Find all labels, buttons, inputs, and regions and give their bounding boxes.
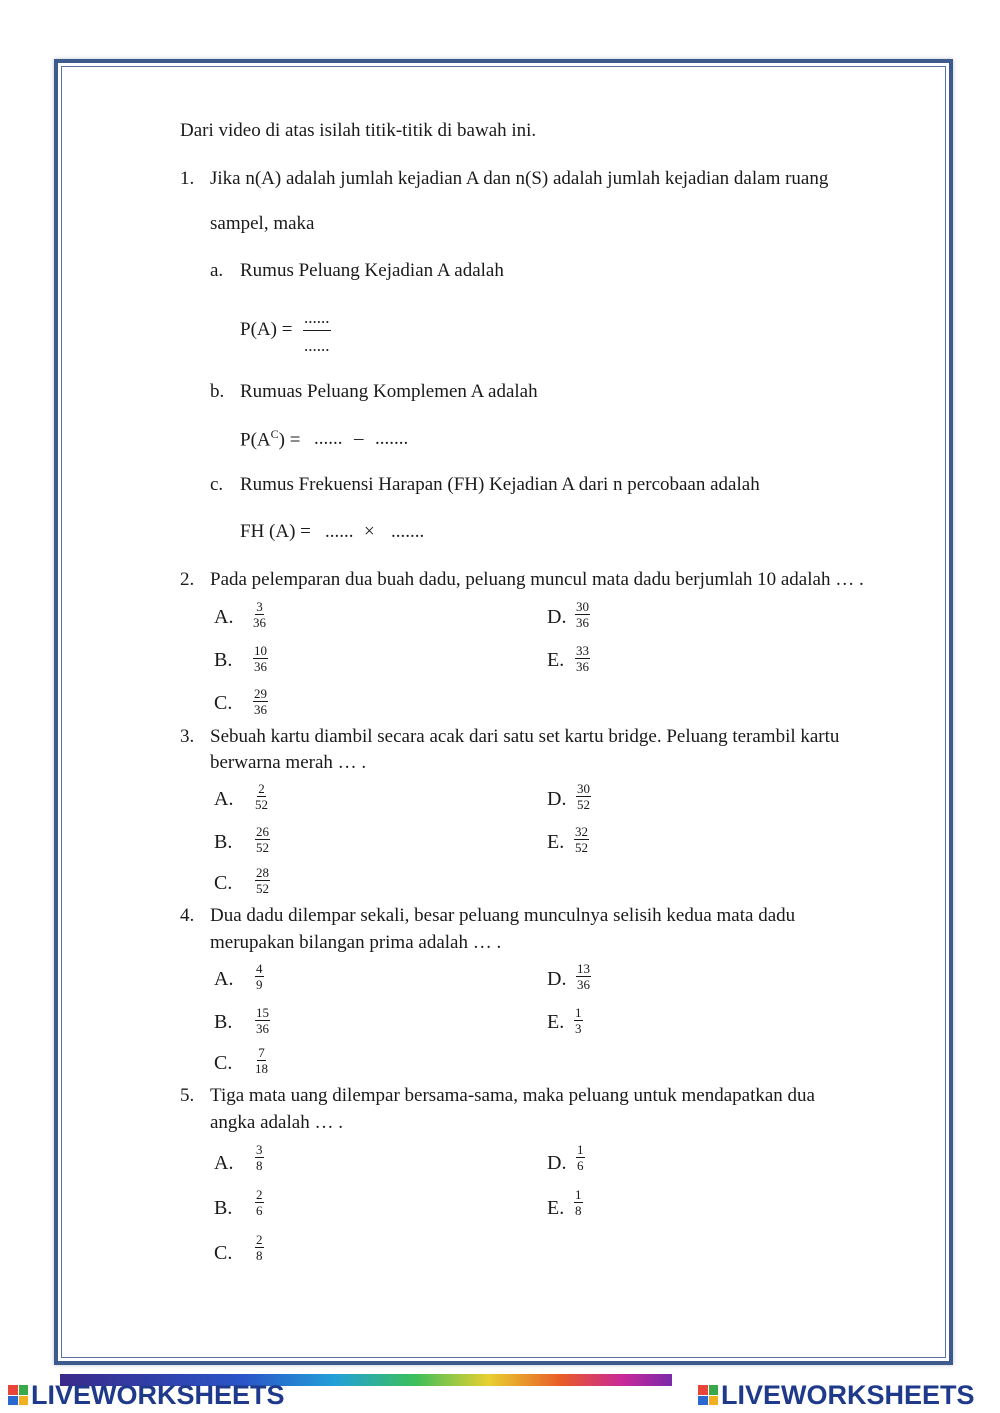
fraction-denominator: 18: [255, 1061, 268, 1076]
q2-option-c-fraction: [253, 687, 268, 716]
q3-text-line1: Sebuah kartu diambil secara acak dari satu set kartu bridge. Peluang terambil kartu: [210, 726, 840, 747]
fraction-numerator: 1: [575, 1187, 582, 1202]
liveworksheets-logo-right[interactable]: [698, 1380, 975, 1410]
q2-option-a[interactable]: A.: [214, 606, 234, 628]
q1b-blank-2[interactable]: .......: [375, 428, 409, 449]
q1b-blank-1[interactable]: ......: [314, 428, 343, 449]
liveworksheets-blocks-icon: [8, 1385, 28, 1405]
fraction-numerator: 7: [258, 1045, 265, 1060]
q3-option-e[interactable]: E.: [547, 831, 565, 853]
fraction-numerator: 28: [256, 865, 269, 880]
q1a-lhs: P(A) =: [240, 319, 293, 340]
fraction-numerator: 30: [576, 599, 589, 614]
fraction-denominator: 52: [575, 840, 588, 855]
q4-option-d[interactable]: D.: [547, 968, 567, 990]
q2-option-b[interactable]: B.: [214, 649, 233, 671]
fraction-denominator: 36: [254, 702, 267, 717]
q3-option-d-fraction: [576, 782, 591, 811]
q1b-minus-operator: –: [354, 428, 364, 449]
q2-option-b-fraction: [253, 644, 268, 673]
q5-text-line1: Tiga mata uang dilempar bersama-sama, maka peluang untuk mendapatkan dua: [210, 1085, 815, 1106]
fraction-denominator: 36: [256, 1021, 269, 1036]
q5-option-a[interactable]: A.: [214, 1152, 234, 1174]
q3-option-a[interactable]: A.: [214, 788, 234, 810]
q2-option-c[interactable]: C.: [214, 692, 233, 714]
q4-text-line2: merupakan bilangan prima adalah … .: [210, 932, 502, 953]
q1c-label: Rumus Frekuensi Harapan (FH) Kejadian A dari n percobaan adalah: [240, 474, 760, 495]
q1b-label: Rumuas Peluang Komplemen A adalah: [240, 381, 538, 402]
q5-option-c-fraction: [255, 1233, 264, 1262]
fraction-numerator: 3: [256, 1142, 263, 1157]
fraction-numerator: 10: [254, 643, 267, 658]
q1a-fraction-blank[interactable]: [303, 309, 331, 354]
logo-text-left: LIVEWORKSHEETS: [31, 1379, 285, 1410]
fraction-numerator: 4: [256, 961, 263, 976]
q1-number: 1.: [180, 168, 195, 189]
fraction-denominator: 3: [575, 1021, 582, 1036]
q3-option-e-fraction: [574, 825, 589, 854]
q3-option-b-fraction: [255, 825, 270, 854]
q4-option-b[interactable]: B.: [214, 1011, 233, 1033]
q5-option-e[interactable]: E.: [547, 1197, 565, 1219]
q1a-denominator-blank[interactable]: ......: [304, 336, 330, 355]
q5-number: 5.: [180, 1085, 195, 1106]
fraction-numerator: 29: [254, 686, 267, 701]
q4-number: 4.: [180, 905, 195, 926]
q1a-label: Rumus Peluang Kejadian A adalah: [240, 260, 504, 281]
q2-option-a-fraction: [253, 600, 266, 629]
fraction-numerator: 2: [258, 781, 265, 796]
q1b-lhs-superscript: C: [270, 427, 279, 441]
fraction-numerator: 33: [576, 643, 589, 658]
fraction-denominator: 36: [576, 659, 589, 674]
fraction-denominator: 52: [256, 881, 269, 896]
fraction-denominator: 9: [256, 977, 263, 992]
q1b-lhs-base: P(A: [240, 429, 271, 451]
logo-text-right: LIVEWORKSHEETS: [721, 1379, 975, 1410]
fraction-denominator: 8: [575, 1203, 582, 1218]
q1-text-line2: sampel, maka: [210, 213, 315, 234]
fraction-denominator: 6: [256, 1203, 263, 1218]
q1c-times-operator: ×: [364, 521, 375, 542]
liveworksheets-blocks-icon: [698, 1385, 718, 1405]
q5-option-b-fraction: [255, 1188, 264, 1217]
q5-text-line2: angka adalah … .: [210, 1112, 343, 1133]
q1c-blank-2[interactable]: .......: [391, 521, 425, 542]
fraction-denominator: 8: [256, 1248, 263, 1263]
q5-option-c[interactable]: C.: [214, 1242, 233, 1264]
fraction-denominator: 8: [256, 1158, 263, 1173]
q3-option-d[interactable]: D.: [547, 788, 567, 810]
q3-text-line2: berwarna merah … .: [210, 752, 367, 773]
fraction-denominator: 52: [255, 797, 268, 812]
q4-option-e[interactable]: E.: [547, 1011, 565, 1033]
q1b-letter: b.: [210, 381, 225, 402]
fraction-denominator: 52: [577, 797, 590, 812]
fraction-numerator: 13: [577, 961, 590, 976]
q2-option-e-fraction: [575, 644, 590, 673]
q4-option-e-fraction: [574, 1006, 583, 1035]
q3-option-c-fraction: [255, 866, 270, 895]
fraction-numerator: 1: [577, 1142, 584, 1157]
q1c-blank-1[interactable]: ......: [325, 521, 354, 542]
q2-number: 2.: [180, 569, 195, 590]
q5-option-e-fraction: [574, 1188, 583, 1217]
q4-text-line1: Dua dadu dilempar sekali, besar peluang munculnya selisih kedua mata dadu: [210, 905, 796, 926]
q2-text-line1: Pada pelemparan dua buah dadu, peluang muncul mata dadu berjumlah 10 adalah … .: [210, 569, 864, 590]
q1-text-line1: Jika n(A) adalah jumlah kejadian A dan n(S) adalah jumlah kejadian dalam ruang: [210, 168, 829, 189]
q2-option-e[interactable]: E.: [547, 649, 565, 671]
q3-number: 3.: [180, 726, 195, 747]
q5-option-a-fraction: [255, 1143, 264, 1172]
fraction-numerator: 2: [256, 1232, 263, 1247]
fraction-numerator: 2: [256, 1187, 263, 1202]
q4-option-d-fraction: [576, 962, 591, 991]
q1a-letter: a.: [210, 260, 224, 281]
fraction-denominator: 36: [254, 659, 267, 674]
q1c-letter: c.: [210, 474, 224, 495]
fraction-numerator: 30: [577, 781, 590, 796]
fraction-numerator: 26: [256, 824, 269, 839]
q2-option-d[interactable]: D.: [547, 606, 567, 628]
q1b-lhs-end: ) =: [278, 429, 301, 451]
fraction-numerator: 15: [256, 1005, 269, 1020]
q4-option-b-fraction: [255, 1006, 270, 1035]
q5-option-b[interactable]: B.: [214, 1197, 233, 1219]
fraction-denominator: 36: [577, 977, 590, 992]
fraction-denominator: 36: [576, 615, 589, 630]
fraction-numerator: 3: [256, 599, 263, 614]
q5-option-d-fraction: [576, 1143, 585, 1172]
q4-option-a-fraction: [255, 962, 264, 991]
fraction-denominator: 6: [577, 1158, 584, 1173]
q4-option-a[interactable]: A.: [214, 968, 234, 990]
fraction-numerator: 1: [575, 1005, 582, 1020]
q3-option-c[interactable]: C.: [214, 872, 233, 894]
q5-option-d[interactable]: D.: [547, 1152, 567, 1174]
fraction-denominator: 52: [256, 840, 269, 855]
q4-option-c-fraction: [255, 1046, 268, 1075]
q4-option-c[interactable]: C.: [214, 1052, 233, 1074]
q2-option-d-fraction: [575, 600, 590, 629]
q3-option-b[interactable]: B.: [214, 831, 233, 853]
q3-option-a-fraction: [255, 782, 268, 811]
q1b-lhs: [240, 428, 300, 449]
fraction-denominator: 36: [253, 615, 266, 630]
liveworksheets-logo-left[interactable]: [8, 1380, 285, 1410]
intro-text: Dari video di atas isilah titik-titik di bawah ini.: [180, 120, 537, 141]
fraction-numerator: 32: [575, 824, 588, 839]
q1c-lhs: FH (A) =: [240, 521, 311, 542]
q1a-numerator-blank[interactable]: ......: [303, 309, 331, 331]
